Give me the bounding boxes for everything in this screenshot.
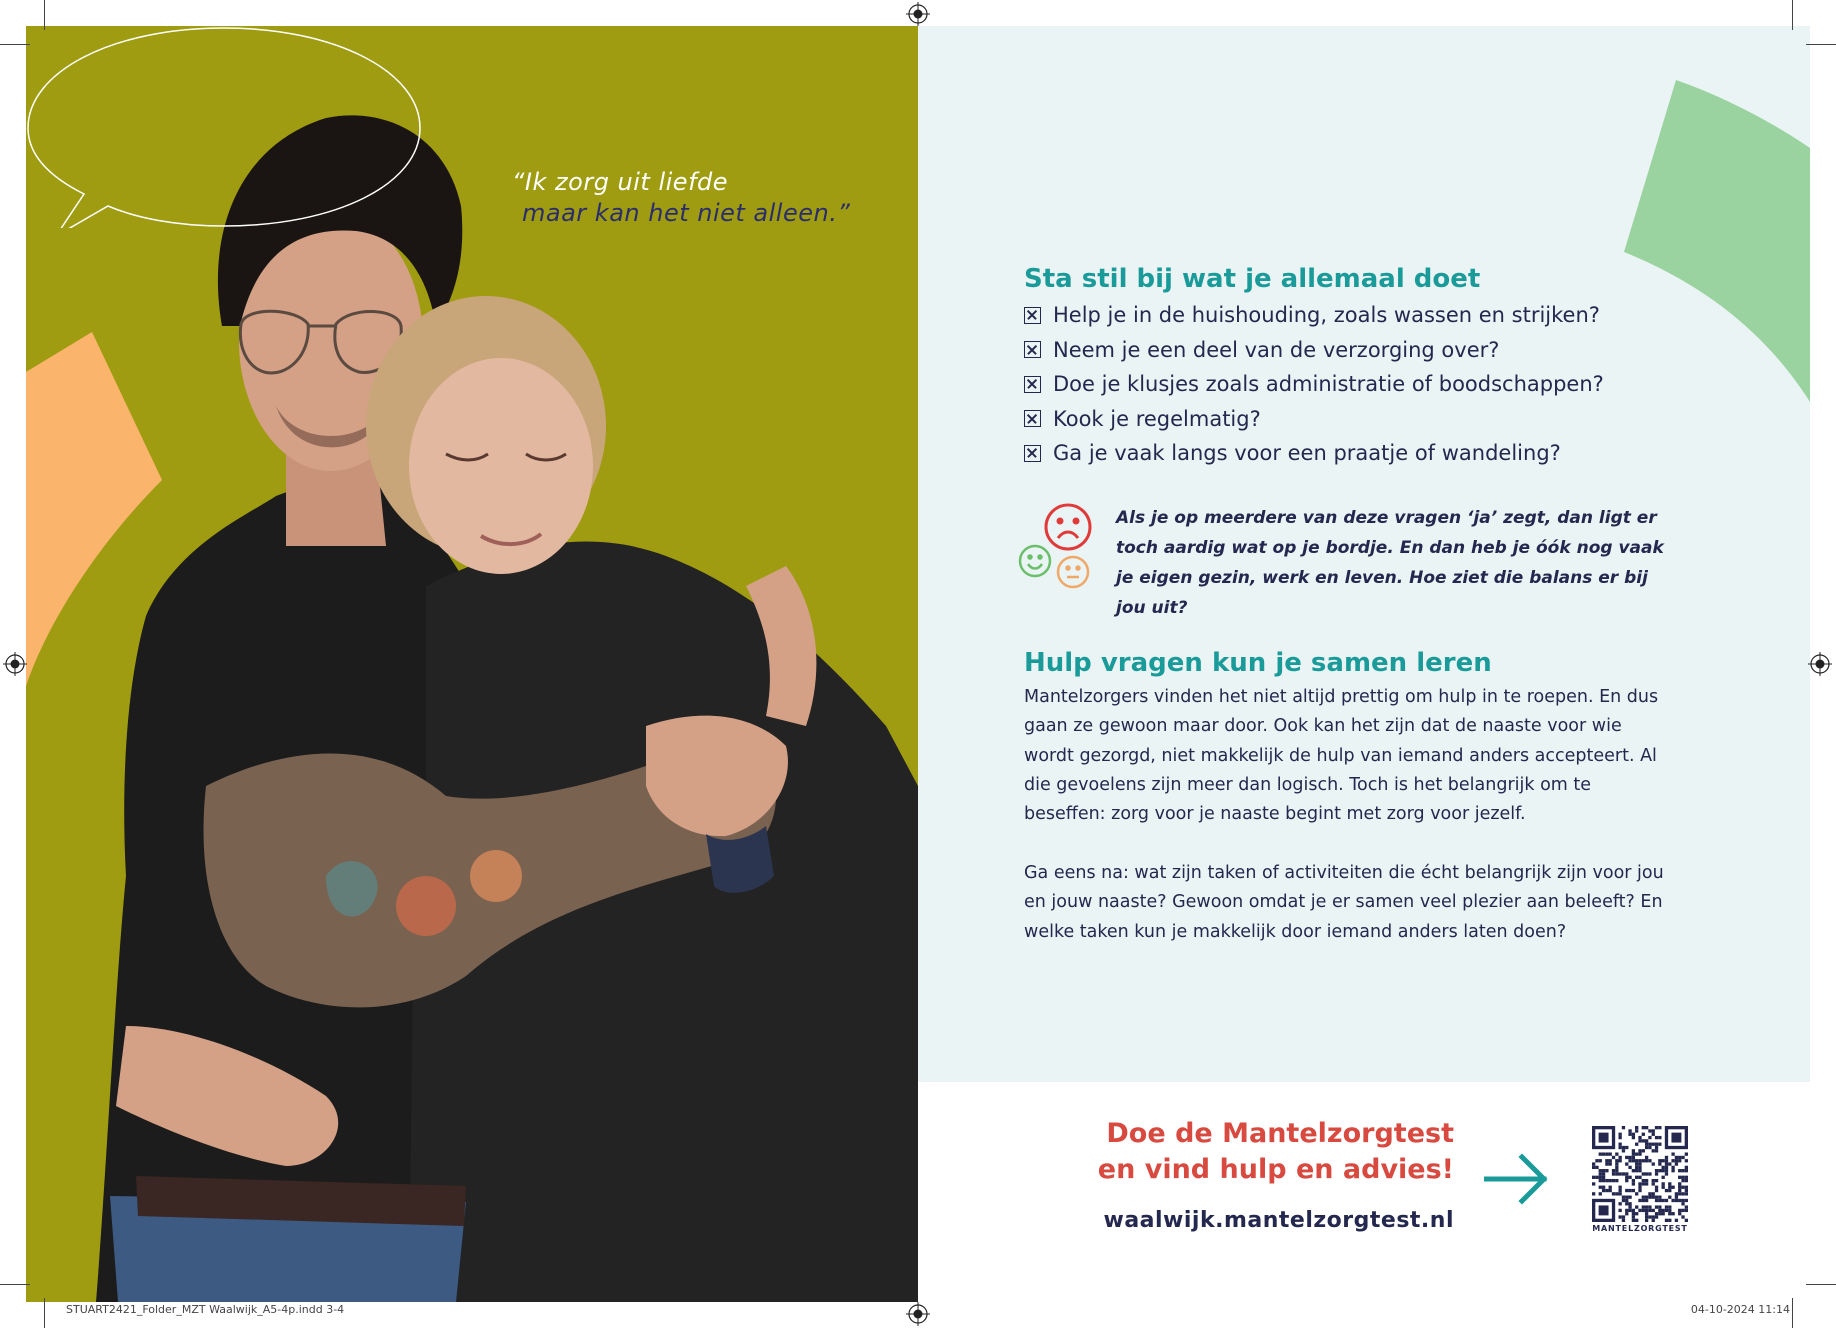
checklist-item — [1024, 333, 1604, 368]
crop-mark — [44, 0, 45, 30]
checklist-item-label: Help je in de huishouding, zoals wassen en strijken? — [1053, 303, 1600, 328]
reflection-note: Als je op meerdere van deze vragen ‘ja’ zegt, dan ligt er toch aardig wat op je bordje. En dan heb je óók nog vaak je eigen gezin, werk en leven. Hoe ziet die balans er bij jou uit? — [1116, 508, 1664, 618]
registration-mark-icon — [3, 652, 27, 676]
checkbox-x-icon — [1024, 376, 1041, 393]
checklist-item — [1024, 436, 1604, 471]
checklist-item-label: Kook je regelmatig? — [1053, 406, 1261, 431]
checklist-item — [1024, 298, 1604, 333]
checkbox-x-icon — [1024, 445, 1041, 462]
quote-line-1: “Ik zorg uit liefde — [512, 168, 729, 196]
section1-heading: Sta stil bij wat je allemaal doet — [1024, 264, 1481, 294]
neutral-face-icon — [1058, 557, 1088, 587]
section2-paragraph-1: Mantelzorgers vinden het niet altijd prettig om hulp in te roepen. En dus gaan ze gewoon maar door. Ook kan het zijn dat de naaste voor wie wordt gezorgd, niet makkelijk de hulp van iemand anders accepteert. Al die gevoelens zijn meer dan logisch. Toch is het belangrijk om te beseffen: zorg voor je naaste begint met zorg voor jezelf. — [1024, 687, 1659, 825]
checklist-item-label: Neem je een deel van de verzorging over? — [1053, 337, 1500, 362]
cta-line-1: Doe de Mantelzorgtest — [1106, 1118, 1454, 1149]
registration-mark-icon — [1808, 652, 1832, 676]
qr-code-label: MANTELZORGTEST — [1592, 1224, 1688, 1233]
checkbox-x-icon — [1024, 341, 1041, 358]
checklist-item-label: Ga je vaak langs voor een praatje of wandeling? — [1053, 441, 1561, 466]
crop-mark — [1806, 1284, 1836, 1285]
happy-face-icon — [1020, 546, 1050, 576]
qr-code-icon[interactable] — [1592, 1126, 1688, 1222]
slug-datetime: 04-10-2024 11:14 — [1690, 1303, 1790, 1316]
checklist — [1024, 298, 1604, 471]
crop-mark — [1806, 44, 1836, 45]
slug-filename: STUART2421_Folder_MZT Waalwijk_A5-4p.indd 3-4 — [66, 1303, 345, 1316]
sad-face-icon — [1046, 505, 1090, 549]
crop-mark — [44, 1298, 45, 1328]
section2-paragraph-2: Ga eens na: wat zijn taken of activiteiten die écht belangrijk zijn voor jou en jouw naaste? Gewoon omdat je er samen veel plezier aan beleeft? En welke taken kun je makkelijk door iemand anders laten doen? — [1024, 863, 1664, 942]
quote-line-2: maar kan het niet alleen.” — [522, 199, 851, 227]
mood-smileys — [1018, 502, 1092, 592]
speech-bubble — [26, 26, 422, 228]
arrow-right-icon — [1484, 1152, 1550, 1206]
section2-heading: Hulp vragen kun je samen leren — [1024, 648, 1492, 678]
registration-mark-icon — [906, 2, 930, 26]
crop-mark — [1792, 1298, 1793, 1328]
crop-mark — [0, 44, 30, 45]
checkbox-x-icon — [1024, 307, 1041, 324]
checklist-item-label: Doe je klusjes zoals administratie of boodschappen? — [1053, 372, 1604, 397]
cta-line-2: en vind hulp en advies! — [1097, 1154, 1454, 1185]
checkbox-x-icon — [1024, 410, 1041, 427]
checklist-item — [1024, 367, 1604, 402]
cta-url-link[interactable]: waalwijk.mantelzorgtest.nl — [1103, 1208, 1454, 1233]
crop-mark — [0, 1284, 30, 1285]
registration-mark-icon — [906, 1302, 930, 1326]
checklist-item — [1024, 402, 1604, 437]
crop-mark — [1792, 0, 1793, 30]
